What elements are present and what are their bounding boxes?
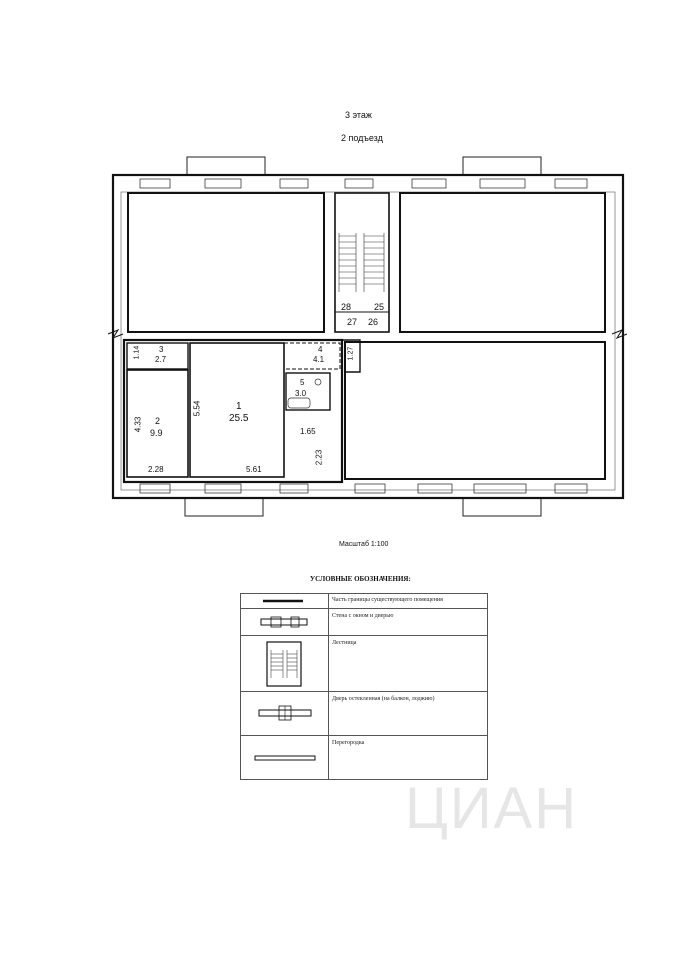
balcony-bottom-left	[185, 498, 263, 516]
room-4-area: 4.1	[313, 355, 325, 364]
stair-number-27: 27	[347, 317, 358, 327]
dim-corridor-b: 2.23	[314, 449, 324, 466]
room-4	[284, 343, 340, 369]
wall-window-door-icon	[241, 609, 329, 636]
dim-room1-height: 5.54	[192, 400, 202, 417]
apartment-bottom-right	[345, 342, 605, 479]
dim-corridor-a: 1.65	[300, 427, 316, 436]
dim-room3-height: 1.14	[133, 345, 141, 360]
legend-text: Часть границы существующего помещения	[332, 597, 443, 603]
stair-number-26: 26	[368, 317, 379, 327]
windows-top	[140, 179, 587, 188]
dim-room1-width: 5.61	[246, 465, 262, 474]
legend-title: УСЛОВНЫЕ ОБОЗНАЧЕНИЯ:	[310, 575, 411, 583]
legend-text: Лестница	[332, 640, 357, 646]
legend-row	[241, 735, 487, 780]
room-3-number: 3	[159, 345, 164, 354]
legend-row	[241, 594, 487, 608]
stair-number-25: 25	[374, 302, 385, 312]
stair-number-28: 28	[341, 302, 352, 312]
watermark: ЦИАН	[405, 776, 579, 841]
room-1-number: 1	[236, 401, 242, 412]
glazed-door-icon	[241, 692, 329, 736]
balcony-bottom-right	[463, 498, 541, 516]
balcony-top-right	[463, 157, 541, 175]
scale-label: Масштаб 1:100	[339, 541, 389, 548]
stairs-icon	[339, 233, 384, 292]
stairs-icon	[241, 636, 329, 692]
legend-row	[241, 608, 487, 636]
balcony-top-left	[187, 157, 265, 175]
room-2-number: 2	[155, 416, 161, 426]
legend-table	[240, 593, 488, 780]
legend-text: Стена с окном и дверью	[332, 613, 394, 619]
dim-room2-width: 2.28	[148, 465, 164, 474]
partition-icon	[241, 736, 329, 780]
apartment-top-left	[128, 193, 324, 332]
room-3-area: 2.7	[155, 355, 167, 364]
room-5	[286, 373, 330, 410]
room-1-area: 25.5	[229, 413, 249, 424]
room-4-number: 4	[318, 345, 323, 354]
windows-bottom	[140, 484, 587, 493]
dim-hall-width: 1.27	[347, 346, 355, 361]
room-5-area: 3.0	[295, 389, 307, 398]
legend-row	[241, 635, 487, 692]
legend-text: Дверь остекленная (на балкон, лоджию)	[332, 696, 435, 702]
room-5-number: 5	[300, 378, 305, 387]
entrance-label: 2 подъезд	[341, 133, 383, 143]
room-2-area: 9.9	[150, 428, 163, 438]
legend-text: Перегородка	[332, 740, 365, 746]
legend-row	[241, 691, 487, 736]
apartment-top-right	[400, 193, 605, 332]
dim-room2-height: 4.33	[133, 416, 143, 433]
floor-label: 3 этаж	[345, 110, 372, 120]
boundary-line-icon	[241, 594, 329, 608]
